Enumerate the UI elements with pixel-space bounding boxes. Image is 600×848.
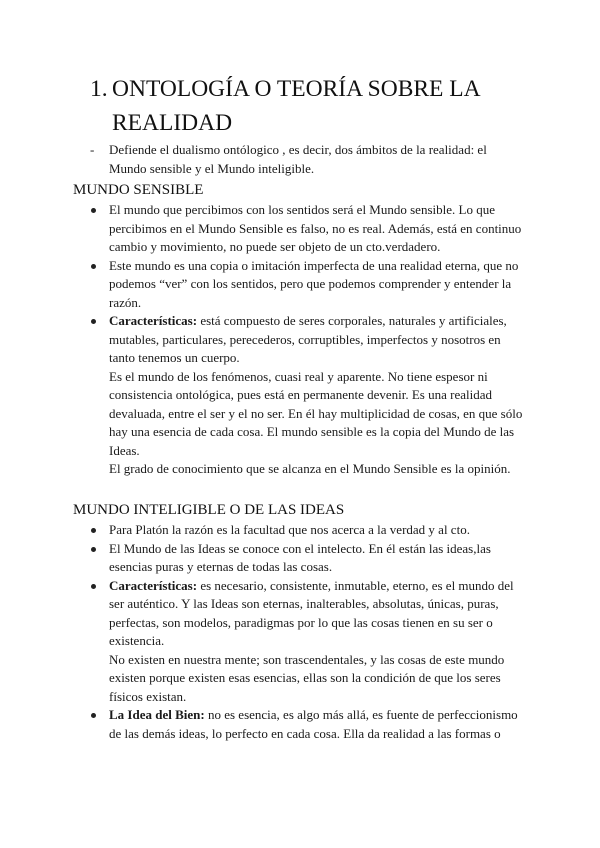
bullet-icon	[91, 264, 96, 269]
dash-marker: -	[90, 142, 95, 157]
heading-line-1: ONTOLOGÍA O TEORÍA SOBRE LA	[112, 76, 481, 102]
item-lead: Características:	[109, 313, 198, 328]
item-text: está compuesto de seres corporales, naturales y artificiales, mutables, particulares, perecederos, corruptibles, imperfectos y nosotros en tanto tenemos un cuerpo.	[109, 313, 507, 365]
item-paragraph: No existen en nuestra mente; son trascendentales, y las cosas de este mundo existen porque existen esas esencias, ellas son la condición de que los seres físicos existan.	[109, 651, 505, 704]
bullet-icon	[91, 319, 96, 324]
intro-text: Defiende el dualismo ontólogico , es decir, dos ámbitos de la realidad: el Mundo sensible y el Mundo inteligible.	[109, 142, 487, 176]
heading-line-2: REALIDAD	[112, 110, 233, 136]
item-lead: La Idea del Bien:	[109, 707, 205, 722]
heading-number: 1.	[90, 76, 108, 102]
bullet-icon	[91, 713, 96, 718]
item-text: es necesario, consistente, inmutable, eterno, es el mundo del ser auténtico. Y las Ideas son eternas, inalterables, absolutas, únicas, puras, perfectas, son modelos, paradigmas por lo que las cosas tienen en su ser o existencia.	[109, 577, 514, 648]
item-text: Este mundo es una copia o imitación imperfecta de una realidad eterna, que no podemos “ver” con los sentidos, pero que podemos comprender y entender la razón.	[109, 257, 519, 310]
bullet-icon	[91, 584, 96, 589]
section-heading	[90, 72, 530, 140]
item-paragraph: Es el mundo de los fenómenos, cuasi real y aparente. No tiene espesor ni consistencia ontológica, pues está en permanente devenir. Es una realidad devaluada, entre el ser y el no ser. En él hay multiplicidad de cosas, en que sólo hay una esencia de cada cosa. El mundo sensible es la copia del Mundo de las Ideas.	[109, 368, 523, 458]
item-text: no es esencia, es algo más allá, es fuente de perfeccionismo de las demás ideas, lo perfecto en cada cosa. Ella da realidad a las formas o	[109, 707, 518, 741]
item-lead: Características:	[109, 577, 198, 593]
inteligible-list	[90, 521, 526, 743]
list-item	[90, 540, 526, 577]
sensible-list	[90, 201, 526, 479]
subheading-sensible: MUNDO SENSIBLE	[73, 182, 204, 198]
list-item	[90, 201, 526, 257]
item-paragraph: El grado de conocimiento que se alcanza en el Mundo Sensible es la opinión.	[109, 461, 511, 476]
bullet-icon	[91, 528, 96, 533]
item-text: El Mundo de las Ideas se conoce con el intelecto. En él están las ideas,las esencias puras y eternas de todas las cosas.	[109, 540, 491, 574]
subheading-inteligible: MUNDO INTELIGIBLE O DE LAS IDEAS	[73, 502, 345, 518]
item-text: El mundo que percibimos con los sentidos será el Mundo sensible. Lo que percibimos en el Mundo Sensible es falso, no es real. Además, está en continuo cambio y movimiento, no puede ser objeto de un cto.verdadero.	[109, 202, 522, 254]
item-text: Para Platón la razón es la facultad que nos acerca a la verdad y al cto.	[109, 522, 470, 537]
list-item	[90, 257, 526, 313]
list-item	[90, 706, 526, 743]
list-item	[90, 521, 526, 540]
bullet-icon	[91, 547, 96, 552]
list-item	[90, 312, 526, 479]
list-item	[90, 577, 526, 707]
intro-item	[90, 141, 520, 178]
bullet-icon	[91, 208, 96, 213]
